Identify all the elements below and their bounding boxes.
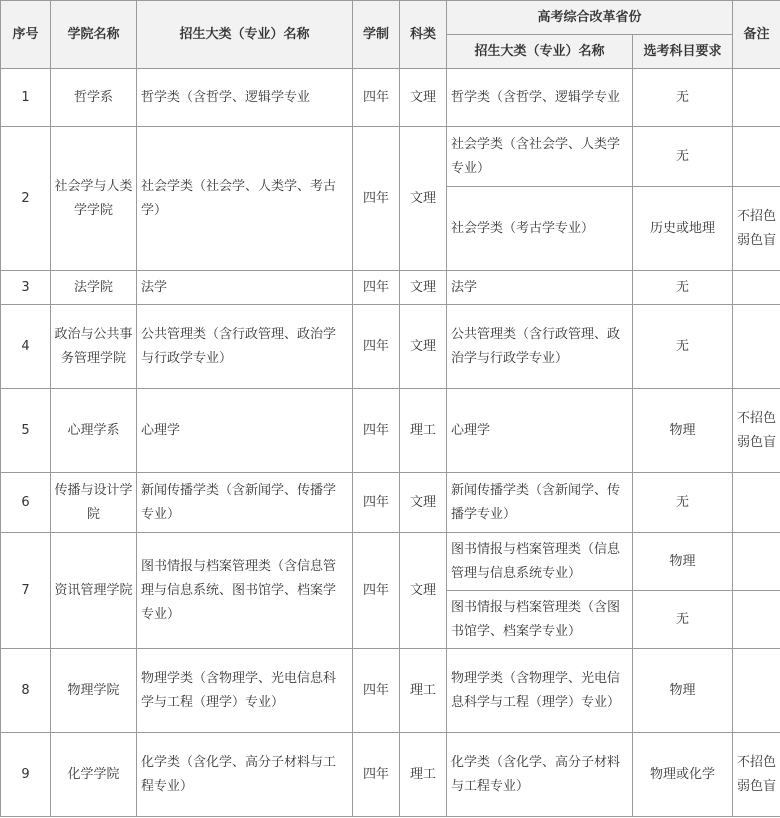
subject-category: 文理 — [400, 473, 447, 533]
major-name: 化学类（含化学、高分子材料与工程专业） — [137, 733, 353, 817]
subject-category: 理工 — [400, 733, 447, 817]
reform-subject-requirement: 物理或化学 — [633, 733, 733, 817]
note — [733, 305, 780, 389]
reform-subject-requirement: 物理 — [633, 533, 733, 591]
header-duration: 学制 — [353, 1, 400, 69]
reform-major-name: 社会学类（考古学专业） — [447, 187, 633, 271]
reform-major-name: 法学 — [447, 271, 633, 305]
reform-major-name: 化学类（含化学、高分子材料与工程专业） — [447, 733, 633, 817]
note — [733, 271, 780, 305]
reform-major-name: 物理学类（含物理学、光电信息科学与工程（理学）专业） — [447, 649, 633, 733]
duration: 四年 — [353, 305, 400, 389]
reform-subject-requirement: 无 — [633, 591, 733, 649]
duration: 四年 — [353, 127, 400, 271]
major-name: 心理学 — [137, 389, 353, 473]
major-name: 图书情报与档案管理类（含信息管理与信息系统、图书馆学、档案学专业） — [137, 533, 353, 649]
table-row — [1, 69, 780, 127]
reform-subject-requirement: 历史或地理 — [633, 187, 733, 271]
note — [733, 127, 780, 187]
table-row — [1, 305, 780, 389]
reform-major-name: 新闻传播学类（含新闻学、传播学专业） — [447, 473, 633, 533]
subject-category: 文理 — [400, 305, 447, 389]
row-index: 7 — [1, 533, 51, 649]
note — [733, 649, 780, 733]
college-name: 物理学院 — [51, 649, 137, 733]
college-name: 社会学与人类学学院 — [51, 127, 137, 271]
college-name: 心理学系 — [51, 389, 137, 473]
note: 不招色弱色盲 — [733, 389, 780, 473]
major-name: 公共管理类（含行政管理、政治学与行政学专业） — [137, 305, 353, 389]
subject-category: 文理 — [400, 271, 447, 305]
reform-subject-requirement: 物理 — [633, 389, 733, 473]
major-name: 物理学类（含物理学、光电信息科学与工程（理学）专业） — [137, 649, 353, 733]
duration: 四年 — [353, 473, 400, 533]
table-body — [1, 69, 780, 817]
row-index: 3 — [1, 271, 51, 305]
table-row — [1, 127, 780, 187]
note — [733, 591, 780, 649]
duration: 四年 — [353, 271, 400, 305]
reform-major-name: 图书情报与档案管理类（信息管理与信息系统专业） — [447, 533, 633, 591]
reform-subject-requirement: 无 — [633, 127, 733, 187]
row-index: 8 — [1, 649, 51, 733]
note: 不招色弱色盲 — [733, 733, 780, 817]
row-index: 6 — [1, 473, 51, 533]
note — [733, 533, 780, 591]
header-index: 序号 — [1, 1, 51, 69]
major-name: 新闻传播学类（含新闻学、传播学专业） — [137, 473, 353, 533]
table-row — [1, 271, 780, 305]
subject-category: 文理 — [400, 533, 447, 649]
reform-subject-requirement: 物理 — [633, 649, 733, 733]
college-name: 政治与公共事务管理学院 — [51, 305, 137, 389]
college-name: 法学院 — [51, 271, 137, 305]
college-name: 化学学院 — [51, 733, 137, 817]
table-row — [1, 533, 780, 591]
header-reform-major: 招生大类（专业）名称 — [447, 35, 633, 69]
reform-major-name: 心理学 — [447, 389, 633, 473]
reform-major-name: 社会学类（含社会学、人类学专业） — [447, 127, 633, 187]
subject-category: 文理 — [400, 127, 447, 271]
row-index: 1 — [1, 69, 51, 127]
header-reform-subject: 选考科目要求 — [633, 35, 733, 69]
table-row — [1, 389, 780, 473]
college-name: 传播与设计学院 — [51, 473, 137, 533]
college-name: 哲学系 — [51, 69, 137, 127]
header-major: 招生大类（专业）名称 — [137, 1, 353, 69]
major-name: 社会学类（社会学、人类学、考古学） — [137, 127, 353, 271]
note: 不招色弱色盲 — [733, 187, 780, 271]
table-header — [1, 1, 780, 69]
row-index: 2 — [1, 127, 51, 271]
duration: 四年 — [353, 69, 400, 127]
row-index: 5 — [1, 389, 51, 473]
subject-category: 理工 — [400, 389, 447, 473]
table-row — [1, 473, 780, 533]
reform-subject-requirement: 无 — [633, 473, 733, 533]
header-college: 学院名称 — [51, 1, 137, 69]
note — [733, 473, 780, 533]
header-note: 备注 — [733, 1, 780, 69]
reform-subject-requirement: 无 — [633, 271, 733, 305]
reform-major-name: 公共管理类（含行政管理、政治学与行政学专业） — [447, 305, 633, 389]
table-row — [1, 649, 780, 733]
duration: 四年 — [353, 733, 400, 817]
college-name: 资讯管理学院 — [51, 533, 137, 649]
subject-category: 文理 — [400, 69, 447, 127]
major-name: 哲学类（含哲学、逻辑学专业 — [137, 69, 353, 127]
reform-subject-requirement: 无 — [633, 305, 733, 389]
row-index: 4 — [1, 305, 51, 389]
note — [733, 69, 780, 127]
reform-subject-requirement: 无 — [633, 69, 733, 127]
reform-major-name: 哲学类（含哲学、逻辑学专业 — [447, 69, 633, 127]
duration: 四年 — [353, 533, 400, 649]
duration: 四年 — [353, 389, 400, 473]
duration: 四年 — [353, 649, 400, 733]
row-index: 9 — [1, 733, 51, 817]
reform-major-name: 图书情报与档案管理类（含图书馆学、档案学专业） — [447, 591, 633, 649]
subject-category: 理工 — [400, 649, 447, 733]
header-reform-group: 高考综合改革省份 — [447, 1, 733, 35]
major-name: 法学 — [137, 271, 353, 305]
header-category: 科类 — [400, 1, 447, 69]
table-row — [1, 733, 780, 817]
